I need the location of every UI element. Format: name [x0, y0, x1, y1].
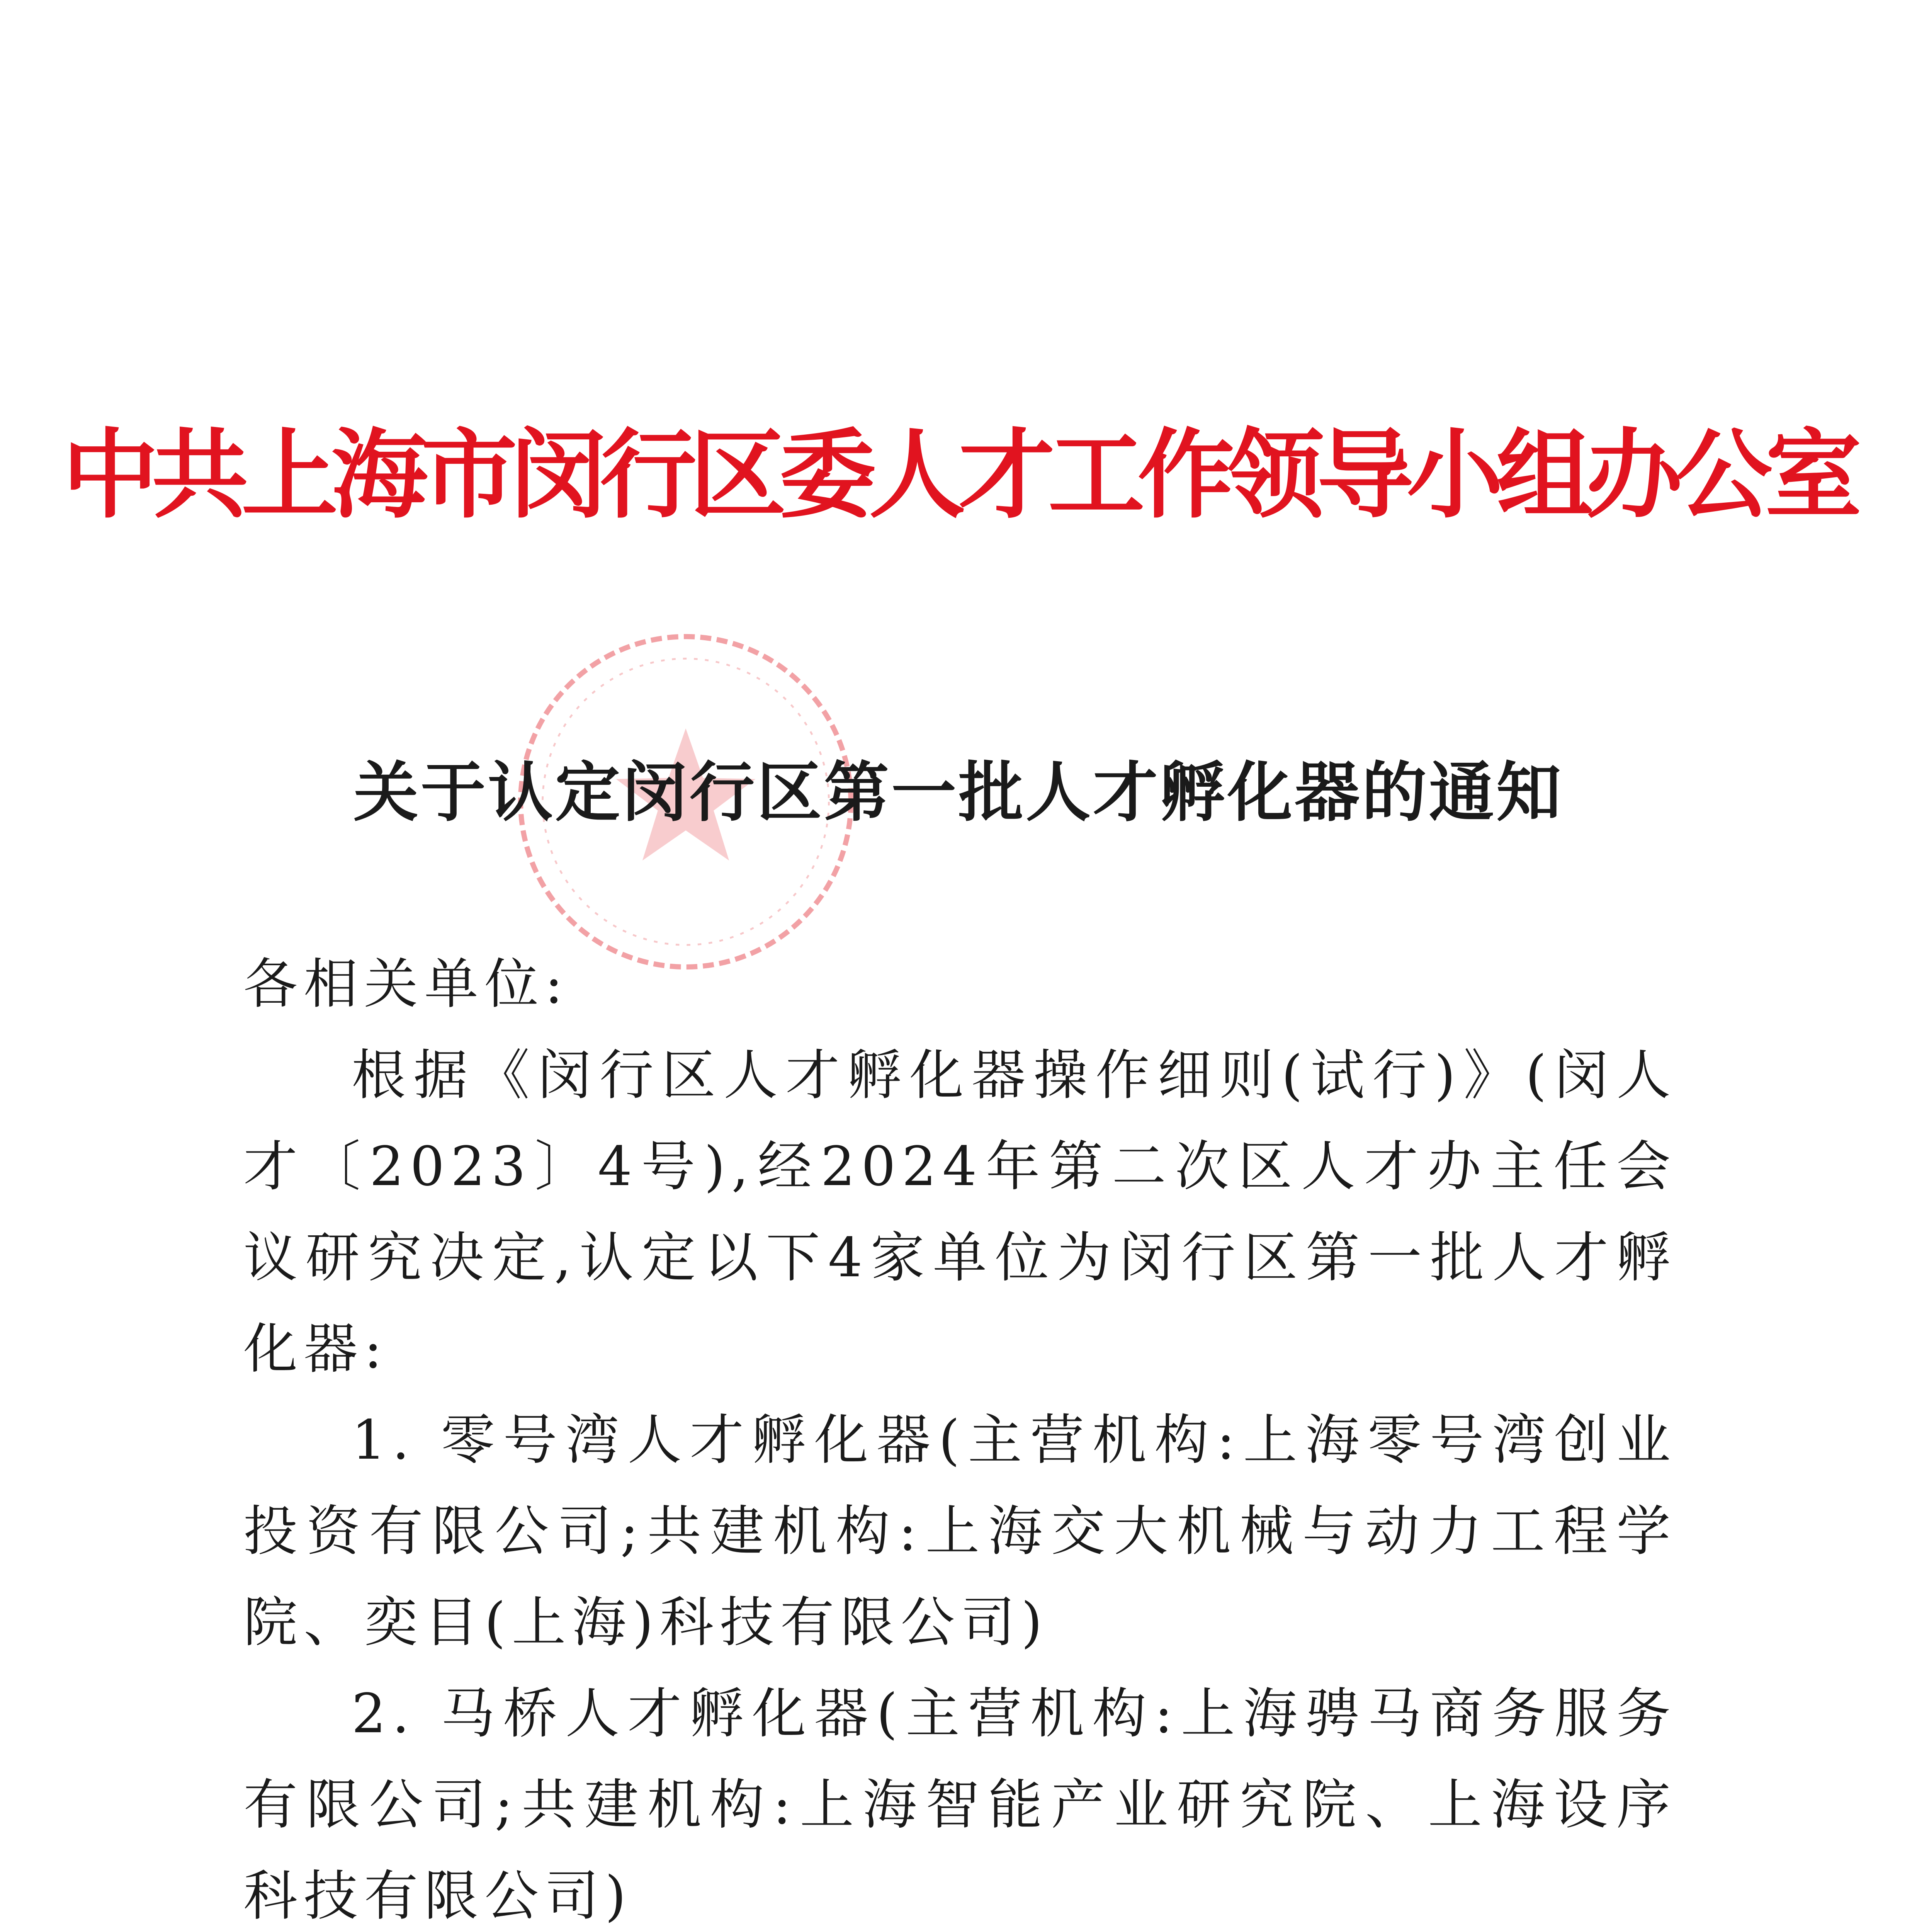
document-title: 关于认定闵行区第一批人才孵化器的通知	[353, 754, 1564, 830]
list-item: 1. 零号湾人才孵化器(主营机构:上海零号湾创业投资有限公司;共建机构:上海交大机械与动力工程学院、奕目(上海)科技有限公司)	[243, 1409, 1677, 1654]
list-item: 2. 马桥人才孵化器(主营机构:上海骋马商务服务有限公司;共建机构:上海智能产业研究院、上海设序科技有限公司)	[243, 1682, 1677, 1928]
intro-paragraph: 根据《闵行区人才孵化器操作细则(试行)》(闵人才〔2023〕4号),经2024年第二次区人才办主任会议研究决定,认定以下4家单位为闵行区第一批人才孵化器:	[243, 1044, 1677, 1381]
document-body	[243, 939, 1677, 1932]
issuer-header: 中共上海市闵行区委人才工作领导小组办公室	[62, 419, 1855, 531]
salutation: 各相关单位:	[243, 953, 569, 1016]
